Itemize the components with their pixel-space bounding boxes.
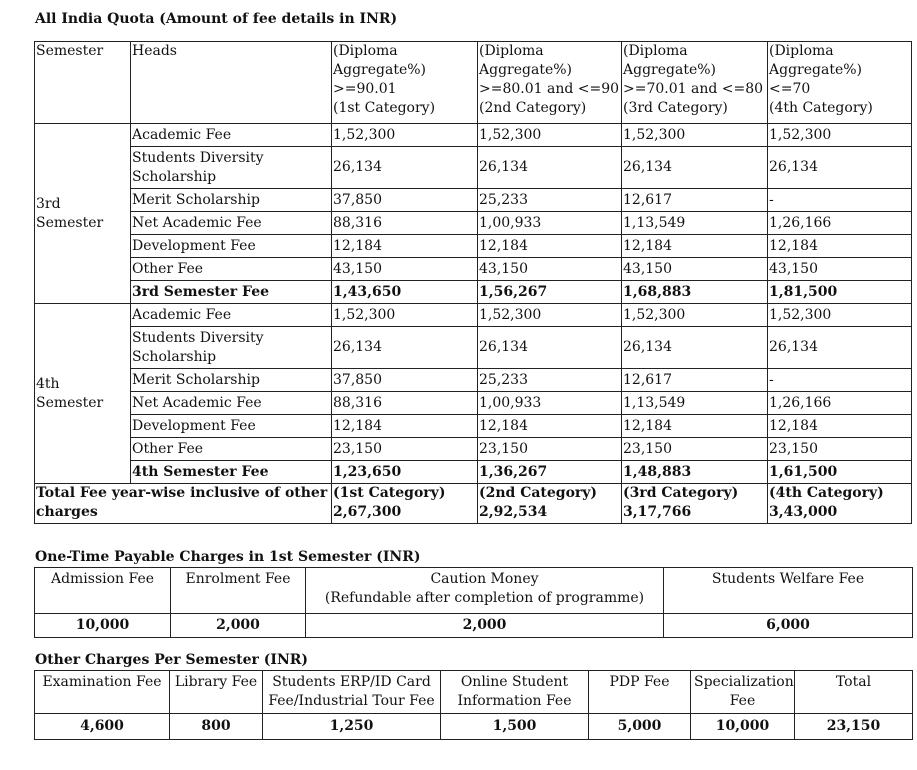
fee-value: 1,00,933 (478, 212, 622, 235)
category-1-header (332, 42, 478, 124)
category-1-header-line: Aggregate%) (333, 62, 426, 78)
category-2-header (478, 42, 622, 124)
fee-value: 12,184 (478, 415, 622, 438)
fee-value: 1,52,300 (622, 304, 768, 327)
fee-value: 23,150 (478, 438, 622, 461)
pdp-fee-header: PDP Fee (589, 671, 691, 714)
fee-value: 43,150 (478, 258, 622, 281)
examination-fee-value: 4,600 (35, 714, 170, 740)
heads-header: Heads (131, 42, 332, 124)
other-charges-total-value: 23,150 (795, 714, 913, 740)
table-row (35, 147, 912, 189)
year-total-category-4 (768, 484, 912, 524)
fee-value: 26,134 (622, 147, 768, 189)
caution-money-value: 2,000 (306, 614, 664, 638)
head-label: Other Fee (131, 438, 332, 461)
enrolment-fee-value: 2,000 (171, 614, 306, 638)
admission-fee-value: 10,000 (35, 614, 171, 638)
table-row (35, 212, 912, 235)
fee-value: 1,56,267 (478, 281, 622, 304)
fee-value: 12,184 (622, 235, 768, 258)
fee-value: 1,48,883 (622, 461, 768, 484)
examination-fee-header: Examination Fee (35, 671, 170, 714)
fee-value: 1,52,300 (332, 124, 478, 147)
sem4-semester-label-line: 4th (36, 375, 60, 392)
sem4-semester-label-line: Semester (36, 394, 104, 411)
quota-title: All India Quota (Amount of fee details in INR) (35, 11, 398, 27)
category-1-header-line: >=90.01 (333, 81, 397, 97)
year-total-category-label: (2nd Category) (479, 485, 598, 501)
head-label: Academic Fee (131, 304, 332, 327)
fee-value: 12,184 (478, 235, 622, 258)
fee-table (34, 41, 912, 524)
category-2-header-line: Aggregate%) (479, 62, 572, 78)
header-row (35, 42, 912, 124)
fee-value: 1,26,166 (768, 392, 912, 415)
category-4-header-line: <=70 (769, 81, 811, 97)
category-2-header-line: (2nd Category) (479, 100, 587, 116)
fee-value: 12,617 (622, 369, 768, 392)
category-3-header-line: (3rd Category) (623, 100, 728, 116)
table-row (35, 124, 912, 147)
fee-value: 1,43,650 (332, 281, 478, 304)
fee-value: 37,850 (332, 189, 478, 212)
fee-value: 25,233 (478, 369, 622, 392)
category-4-header-line: (Diploma (769, 43, 834, 59)
library-fee-value: 800 (170, 714, 263, 740)
fee-value: 1,52,300 (478, 304, 622, 327)
fee-value: 1,52,300 (332, 304, 478, 327)
table-row (35, 189, 912, 212)
head-label: 4th Semester Fee (131, 461, 332, 484)
caution-money-label: Caution Money (430, 571, 539, 587)
library-fee-header: Library Fee (170, 671, 263, 714)
year-total-value: 3,17,766 (623, 504, 692, 520)
online-student-information-fee-value: 1,500 (441, 714, 589, 740)
year-total-category-1 (332, 484, 478, 524)
erp-id-card-fee-value: 1,250 (263, 714, 441, 740)
table-row (35, 235, 912, 258)
fee-value: 1,52,300 (768, 124, 912, 147)
fee-value: 23,150 (768, 438, 912, 461)
category-2-header-line: >=80.01 and <=90 (479, 81, 620, 97)
sem3-semester-label-line: 3rd (36, 195, 61, 212)
category-3-header-line: (Diploma (623, 43, 688, 59)
fee-value: 1,81,500 (768, 281, 912, 304)
fee-value: 1,52,300 (768, 304, 912, 327)
semester-header: Semester (35, 42, 131, 124)
table-row (35, 304, 912, 327)
year-total-category-label: (3rd Category) (623, 485, 739, 501)
fee-value: 12,184 (332, 415, 478, 438)
fee-value: 43,150 (622, 258, 768, 281)
year-total-label: Total Fee year-wise inclusive of other charges (35, 484, 332, 524)
head-label: Merit Scholarship (131, 369, 332, 392)
onetime-title: One-Time Payable Charges in 1st Semester (INR) (35, 549, 421, 565)
other-charges-title: Other Charges Per Semester (INR) (35, 652, 308, 668)
head-label: 3rd Semester Fee (131, 281, 332, 304)
onetime-charges-table (34, 567, 913, 638)
fee-value: 23,150 (332, 438, 478, 461)
sem4-total-row (35, 461, 912, 484)
fee-value: 12,184 (332, 235, 478, 258)
fee-value: 26,134 (332, 327, 478, 369)
fee-value: 1,26,166 (768, 212, 912, 235)
fee-value: 26,134 (768, 327, 912, 369)
table-row (35, 327, 912, 369)
fee-value: 1,52,300 (622, 124, 768, 147)
fee-value: 12,184 (622, 415, 768, 438)
sem3-semester-label-line: Semester (36, 214, 104, 231)
fee-value: 12,617 (622, 189, 768, 212)
admission-fee-header: Admission Fee (35, 568, 171, 614)
category-3-header (622, 42, 768, 124)
category-4-header-line: (4th Category) (769, 100, 873, 116)
total-header: Total (795, 671, 913, 714)
fee-value: - (768, 189, 912, 212)
head-label: Students Diversity Scholarship (131, 327, 332, 369)
table-row (35, 392, 912, 415)
fee-value: 12,184 (768, 415, 912, 438)
category-2-header-line: (Diploma (479, 43, 544, 59)
other-charges-table (34, 670, 913, 740)
sem4-semester-label (35, 304, 131, 484)
fee-value: 1,13,549 (622, 392, 768, 415)
fee-value: 26,134 (622, 327, 768, 369)
head-label: Other Fee (131, 258, 332, 281)
students-welfare-fee-value: 6,000 (664, 614, 913, 638)
year-total-category-3 (622, 484, 768, 524)
category-3-header-line: Aggregate%) (623, 62, 716, 78)
caution-money-header (306, 568, 664, 614)
table-row (35, 258, 912, 281)
sem3-semester-label (35, 124, 131, 304)
fee-value: 26,134 (478, 147, 622, 189)
year-total-category-label: (4th Category) (769, 485, 884, 501)
table-row (35, 415, 912, 438)
online-student-information-fee-header: Online Student Information Fee (441, 671, 589, 714)
fee-value: 12,184 (768, 235, 912, 258)
year-total-category-2 (478, 484, 622, 524)
fee-value: 1,61,500 (768, 461, 912, 484)
head-label: Students Diversity Scholarship (131, 147, 332, 189)
fee-value: 88,316 (332, 392, 478, 415)
fee-value: 1,23,650 (332, 461, 478, 484)
year-total-row (35, 484, 912, 524)
fee-value: 37,850 (332, 369, 478, 392)
category-3-header-line: >=70.01 and <=80 (623, 81, 764, 97)
caution-money-note: (Refundable after completion of programme) (324, 590, 645, 606)
fee-value: 1,52,300 (478, 124, 622, 147)
fee-value: 26,134 (478, 327, 622, 369)
category-4-header-line: Aggregate%) (769, 62, 862, 78)
fee-value: 1,00,933 (478, 392, 622, 415)
head-label: Net Academic Fee (131, 392, 332, 415)
fee-value: 26,134 (768, 147, 912, 189)
fee-value: 88,316 (332, 212, 478, 235)
category-1-header-line: (Diploma (333, 43, 398, 59)
sem3-total-row (35, 281, 912, 304)
year-total-value: 2,92,534 (479, 504, 548, 520)
head-label: Development Fee (131, 415, 332, 438)
head-label: Academic Fee (131, 124, 332, 147)
fee-value: 26,134 (332, 147, 478, 189)
year-total-value: 2,67,300 (333, 504, 402, 520)
table-row (35, 438, 912, 461)
head-label: Net Academic Fee (131, 212, 332, 235)
fee-value: 1,36,267 (478, 461, 622, 484)
category-1-header-line: (1st Category) (333, 100, 436, 116)
students-welfare-fee-header: Students Welfare Fee (664, 568, 913, 614)
enrolment-fee-header: Enrolment Fee (171, 568, 306, 614)
fee-value: 25,233 (478, 189, 622, 212)
erp-id-card-fee-header: Students ERP/ID Card Fee/Industrial Tour Fee (263, 671, 441, 714)
head-label: Merit Scholarship (131, 189, 332, 212)
fee-value: 23,150 (622, 438, 768, 461)
fee-value: 1,13,549 (622, 212, 768, 235)
fee-value: 1,68,883 (622, 281, 768, 304)
pdp-fee-value: 5,000 (589, 714, 691, 740)
specialization-fee-header: Specialization Fee (691, 671, 795, 714)
head-label: Development Fee (131, 235, 332, 258)
fee-value: - (768, 369, 912, 392)
specialization-fee-value: 10,000 (691, 714, 795, 740)
fee-value: 43,150 (768, 258, 912, 281)
fee-value: 43,150 (332, 258, 478, 281)
year-total-category-label: (1st Category) (333, 485, 446, 501)
category-4-header (768, 42, 912, 124)
table-row (35, 369, 912, 392)
year-total-value: 3,43,000 (769, 504, 838, 520)
